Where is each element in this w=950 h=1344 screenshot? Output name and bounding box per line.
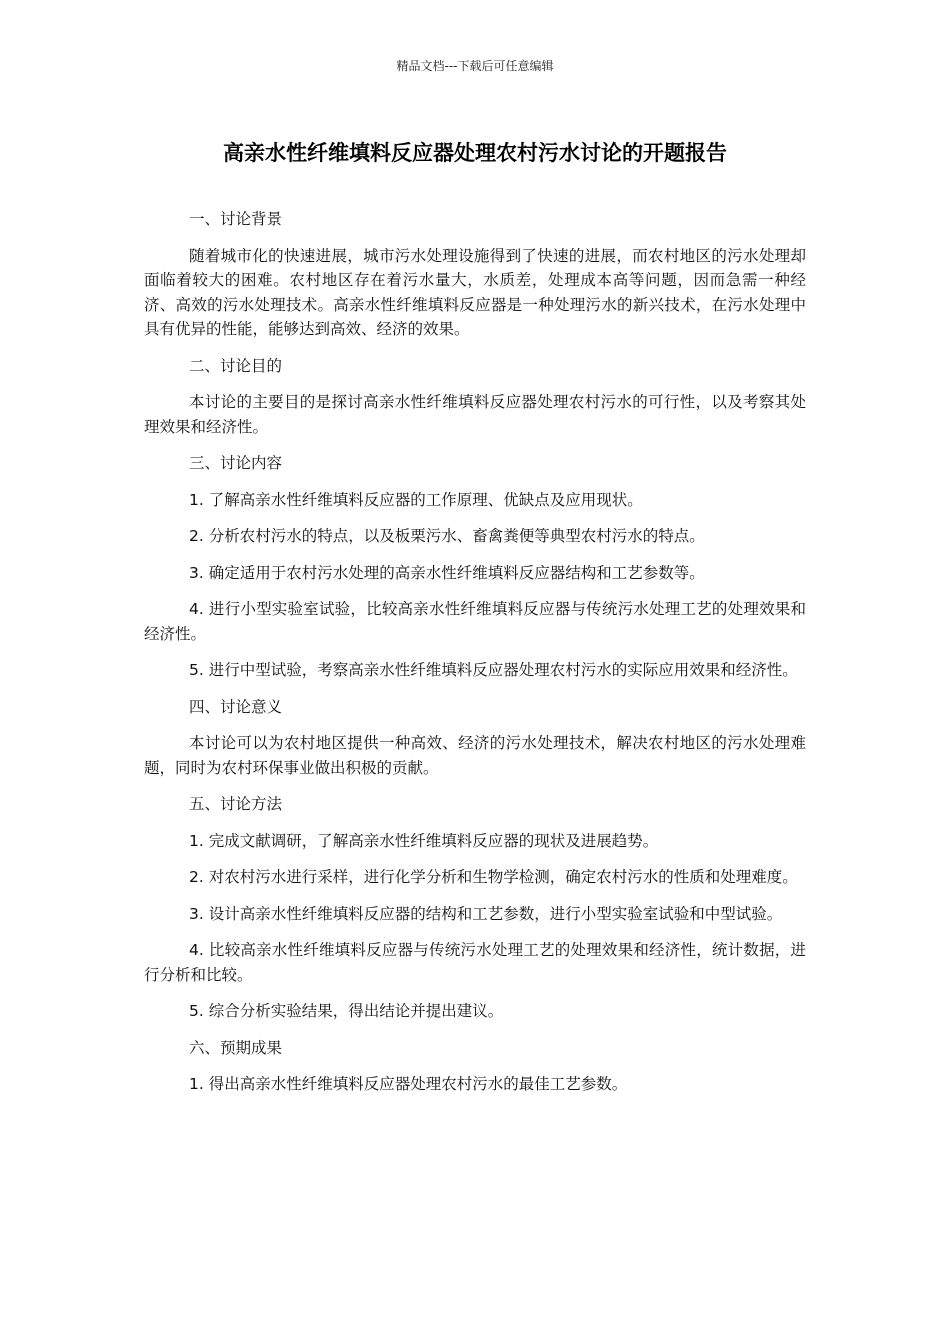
page-header-note: 精品文档---下载后可任意编辑 — [396, 59, 554, 73]
section-heading-purpose: 二、讨论目的 — [189, 356, 283, 375]
paragraph-significance: 本讨论可以为农村地区提供一种高效、经济的污水处理技术，解决农村地区的污水处理难题，同时为农村环保事业做出积极的贡献。 — [144, 734, 806, 777]
document-title: 高亲水性纤维填料反应器处理农村污水讨论的开题报告 — [223, 141, 727, 165]
list-item-methods-4: 4. 比较高亲水性纤维填料反应器与传统污水处理工艺的处理效果和经济性，统计数据，进行分析和比较。 — [144, 941, 806, 984]
section-heading-background: 一、讨论背景 — [189, 210, 283, 228]
list-item-content-4: 4. 进行小型实验室试验，比较高亲水性纤维填料反应器与传统污水处理工艺的处理效果和经济性。 — [144, 600, 806, 643]
paragraph-purpose: 本讨论的主要目的是探讨高亲水性纤维填料反应器处理农村污水的可行性，以及考察其处理效果和经济性。 — [144, 393, 806, 436]
section-heading-significance: 四、讨论意义 — [189, 697, 283, 716]
list-item-content-1: 1. 了解高亲水性纤维填料反应器的工作原理、优缺点及应用现状。 — [189, 490, 643, 509]
list-item-results-1: 1. 得出高亲水性纤维填料反应器处理农村污水的最佳工艺参数。 — [189, 1075, 628, 1093]
list-item-methods-1: 1. 完成文献调研，了解高亲水性纤维填料反应器的现状及进展趋势。 — [189, 831, 659, 850]
section-heading-content: 三、讨论内容 — [189, 454, 283, 472]
list-item-methods-3: 3. 设计高亲水性纤维填料反应器的结构和工艺参数，进行小型实验室试验和中型试验。 — [189, 904, 783, 923]
list-item-content-5: 5. 进行中型试验，考察高亲水性纤维填料反应器处理农村污水的实际应用效果和经济性。 — [189, 661, 798, 679]
list-item-content-3: 3. 确定适用于农村污水处理的高亲水性纤维填料反应器结构和工艺参数等。 — [189, 563, 705, 582]
list-item-methods-5: 5. 综合分析实验结果，得出结论并提出建议。 — [189, 1002, 504, 1020]
document-body — [144, 207, 806, 1109]
section-heading-expected-results: 六、预期成果 — [189, 1038, 283, 1057]
paragraph-background: 随着城市化的快速进展，城市污水处理设施得到了快速的进展，而农村地区的污水处理却面临着较大的困难。农村地区存在着污水量大，水质差，处理成本高等问题，因而急需一种经济、高效的污水处理技术。高亲水性纤维填料反应器是一种处理污水的新兴技术，在污水处理中具有优异的性能，能够达到高效、经济的效果。 — [144, 246, 806, 338]
list-item-content-2: 2. 分析农村污水的特点，以及板栗污水、畜禽粪便等典型农村污水的特点。 — [189, 527, 705, 545]
section-heading-methods: 五、讨论方法 — [189, 795, 283, 813]
list-item-methods-2: 2. 对农村污水进行采样，进行化学分析和生物学检测，确定农村污水的性质和处理难度。 — [189, 868, 798, 886]
